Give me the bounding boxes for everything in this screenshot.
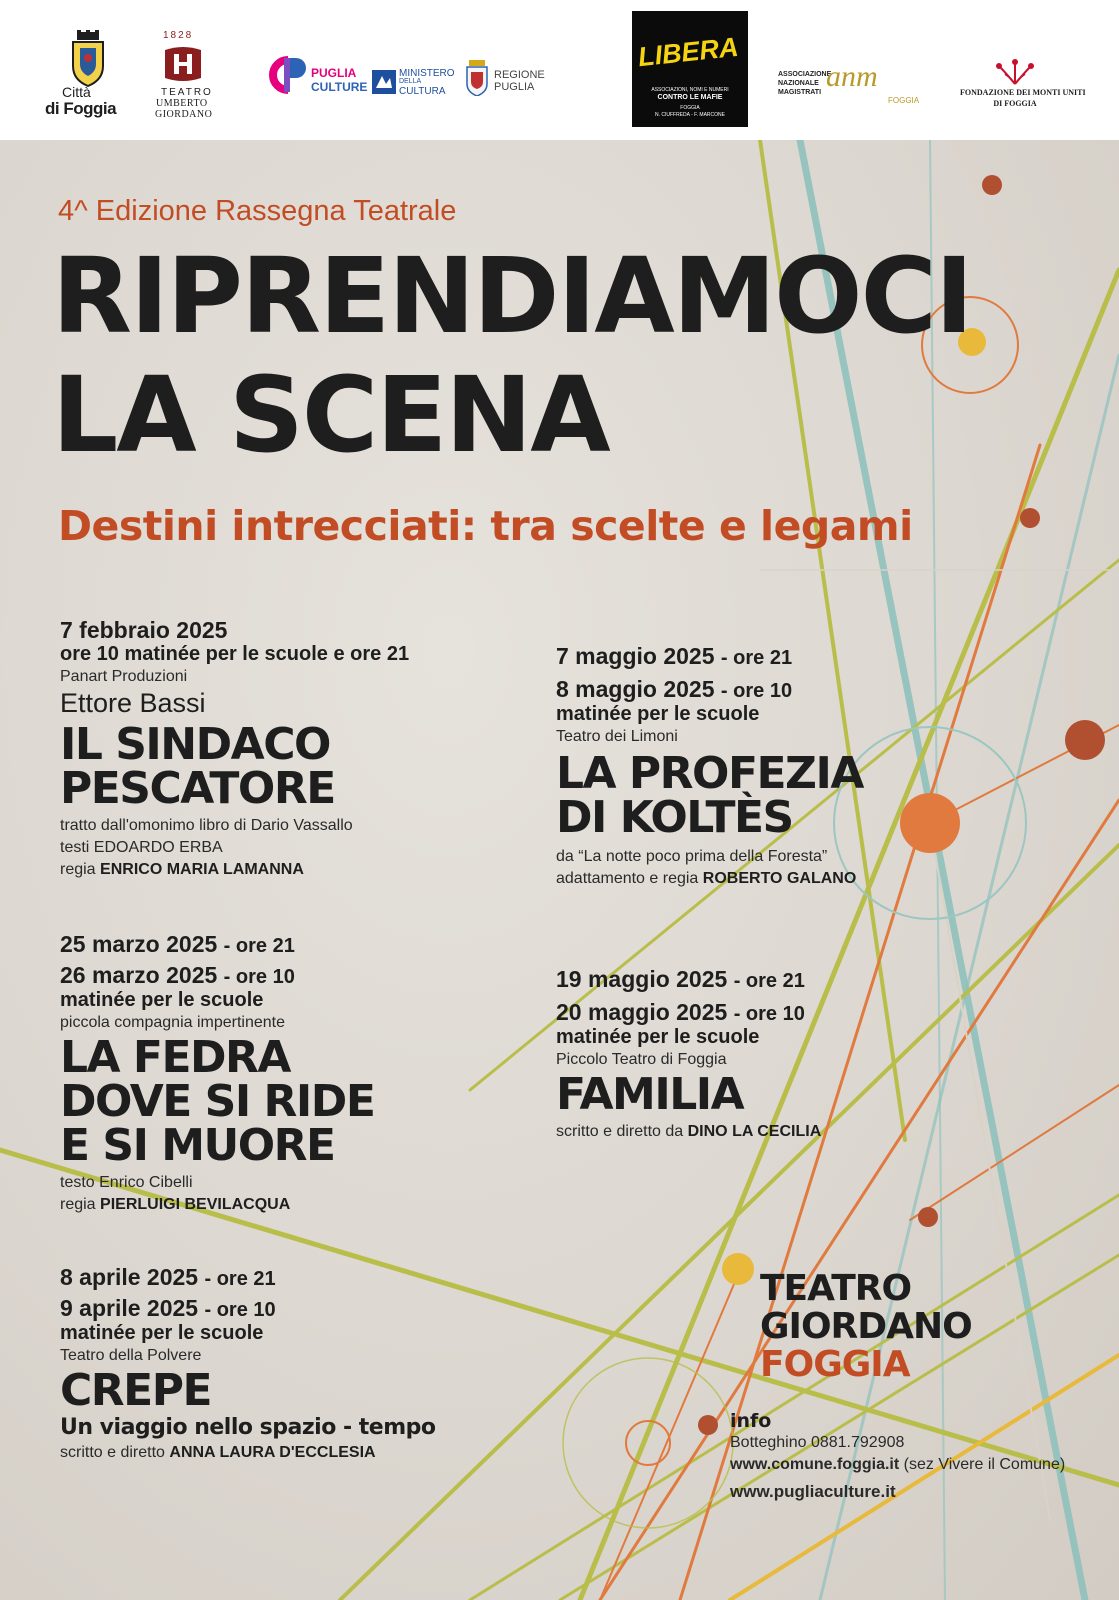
credit-label: adattamento e regia [556,870,699,887]
fondazione-line2: DI FOGGIA [993,99,1037,108]
show-credit [556,870,863,888]
info-site2[interactable]: www.pugliaculture.it [730,1482,896,1501]
teatro-line2: UMBERTO [156,98,208,109]
info-block [730,1410,1065,1502]
teatro-giordano-logo [155,30,215,125]
show-la-fedra [60,931,374,1214]
puglia-culture-icon [268,54,308,96]
regione-shield-icon [466,60,488,96]
show-title-line2: DOVE SI RIDE [60,1076,375,1127]
regione-line2: PUGLIA [494,81,535,93]
show-title-line1: CREPE [60,1365,212,1416]
teatro-line1: TEATRO [161,87,213,98]
logo-bar [0,0,1119,140]
show-credit [60,861,409,879]
ministero-cultura-logo [372,68,457,100]
anm-line2: NAZIONALE [778,80,819,87]
credit-label: scritto e diretto da [556,1123,684,1140]
show-credit: da “La notte poco prima della Foresta” [556,848,828,865]
show-credit [60,1444,435,1462]
time: - ore 21 [720,647,793,669]
show-crepe [60,1264,435,1462]
main-title-line1: RIPRENDIAMOCI [52,235,972,357]
credit-label: scritto e diretto [60,1444,165,1461]
anm-logo [778,60,938,110]
ministero-line1: MINISTERO [399,68,455,79]
date: 8 maggio 2025 [556,676,715,702]
time: - ore 10 [733,1003,805,1025]
show-il-sindaco-pescatore [60,617,409,879]
credit-name: DINO LA CECILIA [687,1123,822,1140]
time: - ore 21 [733,970,805,992]
regione-puglia-logo [466,60,546,100]
ministry-icon [372,70,396,94]
show-title-line1: LA FEDRA [60,1032,290,1083]
show-title-line2: DI KOLTÈS [556,792,793,843]
citta-label: Città [62,84,91,100]
date: 7 maggio 2025 [556,643,715,669]
libera-line4: N. CIUFFREDA - F. MARCONE [654,112,725,118]
main-title-line2: LA SCENA [52,354,609,476]
show-credit: testo Enrico Cibelli [60,1174,193,1191]
anm-line1: ASSOCIAZIONE [778,71,832,78]
venue-line3: FOGGIA [760,1343,910,1385]
foggia-label: di Foggia [45,99,117,118]
date: 25 marzo 2025 [60,931,218,957]
time: - ore 10 [720,680,793,702]
show-school: matinée per le scuole [60,1322,264,1344]
culture-label: CULTURE [311,80,368,94]
show-time: ore 10 matinée per le scuole e ore 21 [60,643,410,666]
show-familia [556,966,821,1141]
show-date-1 [60,931,374,958]
libera-name: LIBERA [636,31,740,73]
show-date-2 [60,1295,435,1322]
show-title-line1: LA PROFEZIA [556,748,863,799]
ministero-line3: CULTURA [399,86,446,97]
venue-line1: TEATRO [760,1268,912,1309]
show-tagline: Un viaggio nello spazio - tempo [60,1415,436,1440]
poster [0,140,1119,1600]
show-title-line2: PESCATORE [60,763,335,815]
credit-label: testi [60,839,90,857]
info-site1[interactable]: www.comune.foggia.it [730,1456,900,1473]
citta-di-foggia-logo [40,28,135,123]
teatro-year: 1828 [163,30,194,41]
show-date: 7 febbraio 2025 [60,617,228,643]
show-title-line3: E SI MUORE [60,1120,335,1171]
info-label: info [730,1410,772,1432]
show-credit [556,1123,821,1141]
show-date-1 [60,1264,435,1291]
credit-name: ANNA LAURA D'ECCLESIA [169,1444,376,1461]
show-school: matinée per le scuole [60,989,264,1011]
info-site1-row [730,1456,1065,1474]
time: - ore 21 [223,935,295,957]
show-company: Teatro della Polvere [60,1347,202,1364]
show-actor: Ettore Bassi [60,688,206,719]
show-school: matinée per le scuole [556,1026,760,1048]
show-credit: tratto dall'omonimo libro di Dario Vassallo [60,817,353,835]
fondazione-line1: FONDAZIONE DEI MONTI UNITI [960,88,1086,97]
time: - ore 10 [204,1299,276,1321]
libera-logo [632,11,748,127]
puglia-culture-logo [268,54,368,98]
date: 8 aprile 2025 [60,1264,199,1290]
credit-label: regia [60,861,96,879]
show-school: matinée per le scuole [556,703,760,725]
show-title-line1: FAMILIA [556,1069,744,1120]
time: - ore 21 [204,1268,276,1290]
show-company: Piccolo Teatro di Foggia [556,1051,727,1068]
show-company: Teatro dei Limoni [556,728,678,745]
date: 9 aprile 2025 [60,1295,199,1321]
anm-city: FOGGIA [888,96,920,105]
show-date-2 [60,962,374,989]
info-botteghino: Botteghino 0881.792908 [730,1434,905,1451]
date: 20 maggio 2025 [556,999,728,1025]
show-credit [60,1196,374,1214]
fondazione-logo [960,58,1086,112]
anm-name: anm [826,60,878,93]
teatro-line3: GIORDANO [155,109,213,120]
show-date-2 [556,999,821,1026]
libera-line3: FOGGIA [680,105,700,111]
show-company: Panart Produzioni [60,668,188,686]
libera-line2: CONTRO LE MAFIE [657,94,723,101]
show-date-1 [556,966,821,993]
theatre-emblem-icon [161,44,205,84]
puglia-label: PUGLIA [311,66,357,80]
show-company: piccola compagnia impertinente [60,1014,286,1031]
anm-line3: MAGISTRATI [778,89,822,96]
info-site1-note: (sez Vivere il Comune) [903,1456,1066,1473]
subtitle: Destini intrecciati: tra scelte e legami [58,502,913,550]
credit-name: ENRICO MARIA LAMANNA [100,861,304,879]
libera-line1: ASSOCIAZIONI, NOMI E NUMERI [651,87,729,93]
show-credit [60,839,409,857]
show-date-1 [556,643,863,670]
regione-line1: REGIONE [494,69,545,81]
venue-line2: GIORDANO [760,1305,972,1347]
show-la-profezia-di-koltes [556,643,863,888]
credit-name: EDOARDO ERBA [93,839,223,857]
coat-of-arms-icon [40,28,135,90]
credit-name: ROBERTO GALANO [702,870,857,887]
ministero-line2: DELLA [399,78,422,85]
time: - ore 10 [223,966,295,988]
date: 26 marzo 2025 [60,962,218,988]
show-date-2 [556,676,863,703]
date: 19 maggio 2025 [556,966,728,992]
credit-name: PIERLUIGI BEVILACQUA [100,1196,291,1213]
credit-label: regia [60,1196,96,1213]
venue-block [760,1270,972,1383]
show-title-line1: IL SINDACO [60,719,330,771]
edition-label: 4^ Edizione Rassegna Teatrale [58,195,457,227]
fondazione-emblem-icon [993,58,1037,86]
